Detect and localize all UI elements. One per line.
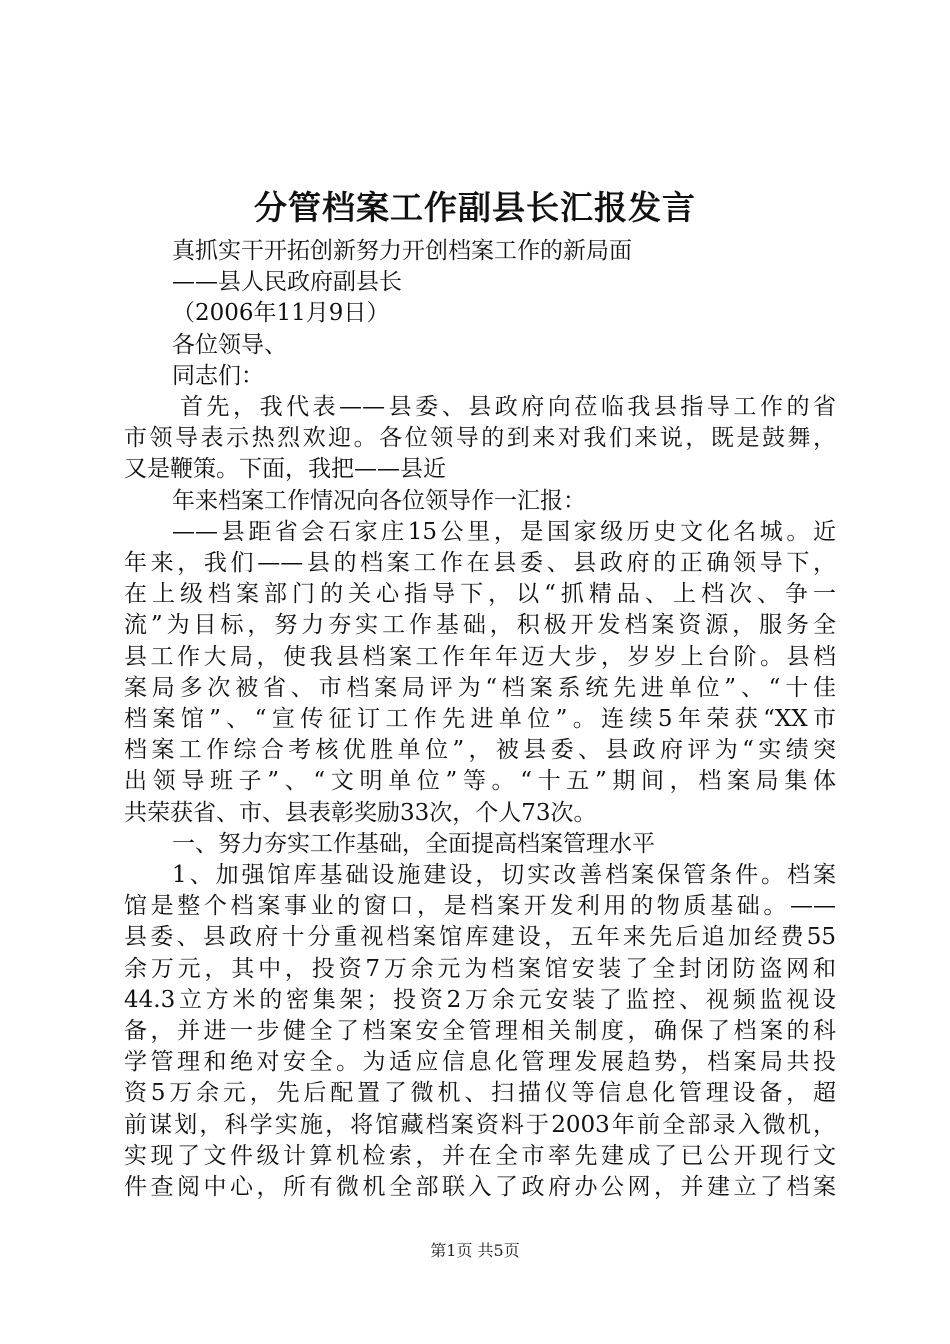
paragraph-line: 档案馆”、“宣传征订工作先进单位”。连续5年荣获“XX市 bbox=[124, 706, 836, 733]
paragraph-line: 备，并进一步健全了档案安全管理相关制度，确保了档案的科 bbox=[124, 1018, 836, 1045]
paragraph-line: 共荣获省、市、县表彰奖励33次，个人73次。 bbox=[124, 799, 597, 826]
paragraph-line: ——县距省会石家庄15公里，是国家级历史文化名城。近 bbox=[172, 518, 836, 545]
paragraph-line: 馆是整个档案事业的窗口，是档案开发利用的物质基础。—— bbox=[124, 893, 836, 920]
paragraph-line: 年来，我们——县的档案工作在县委、县政府的正确领导下， bbox=[124, 550, 836, 577]
author-line: ——县人民政府副县长 bbox=[172, 269, 402, 296]
paragraph-line: 学管理和绝对安全。为适应信息化管理发展趋势，档案局共投 bbox=[124, 1049, 836, 1076]
paragraph-line: 市领导表示热烈欢迎。各位领导的到来对我们来说，既是鼓舞， bbox=[124, 425, 836, 452]
paragraph-line: 在上级档案部门的关心指导下，以“抓精品、上档次、争一 bbox=[124, 581, 836, 608]
salutation-line: 同志们： bbox=[172, 362, 264, 389]
paragraph-line: 流”为目标，努力夯实工作基础，积极开发档案资源，服务全 bbox=[124, 612, 836, 639]
document-title: 分管档案工作副县长汇报发言 bbox=[254, 188, 696, 227]
page-footer: 第1页 共5页 bbox=[430, 1241, 520, 1260]
salutation-line: 各位领导、 bbox=[172, 331, 287, 358]
paragraph-line: 前谋划，科学实施，将馆藏档案资料于2003年前全部录入微机， bbox=[124, 1111, 836, 1138]
paragraph-line: 县工作大局，使我县档案工作年年迈大步，岁岁上台阶。县档 bbox=[124, 643, 836, 670]
section-heading: 一、努力夯实工作基础，全面提高档案管理水平 bbox=[172, 830, 655, 857]
paragraph-line: 县委、县政府十分重视档案馆库建设，五年来先后追加经费55 bbox=[124, 924, 836, 951]
paragraph-line: 44.3立方米的密集架；投资2万余元安装了监控、视频监视设 bbox=[124, 986, 836, 1013]
paragraph-line: 资5万余元，先后配置了微机、扫描仪等信息化管理设备，超 bbox=[124, 1080, 836, 1107]
paragraph-line: 实现了文件级计算机检索，并在全市率先建成了已公开现行文 bbox=[124, 1142, 836, 1169]
paragraph-line: 出领导班子”、“文明单位”等。“十五”期间，档案局集体 bbox=[124, 768, 836, 795]
paragraph-line: 1、加强馆库基础设施建设，切实改善档案保管条件。档案 bbox=[172, 862, 836, 889]
paragraph-line: 案局多次被省、市档案局评为“档案系统先进单位”、“十佳 bbox=[124, 674, 836, 701]
paragraph-line: 又是鞭策。下面，我把——县近 bbox=[124, 456, 446, 483]
paragraph-line: 余万元，其中，投资7万余元为档案馆安装了全封闭防盗网和 bbox=[124, 955, 836, 982]
paragraph-line: 首先，我代表——县委、县政府向莅临我县指导工作的省 bbox=[180, 394, 836, 421]
paragraph-line: 年来档案工作情况向各位领导作一汇报： bbox=[172, 487, 586, 514]
subtitle-line: 真抓实干开拓创新努力开创档案工作的新局面 bbox=[172, 238, 632, 264]
document-body bbox=[124, 236, 836, 1203]
paragraph-line: 档案工作综合考核优胜单位”，被县委、县政府评为“实绩突 bbox=[124, 737, 836, 764]
date-line: （2006年11月9日） bbox=[172, 300, 390, 327]
paragraph-line: 件查阅中心，所有微机全部联入了政府办公网，并建立了档案 bbox=[124, 1174, 836, 1201]
